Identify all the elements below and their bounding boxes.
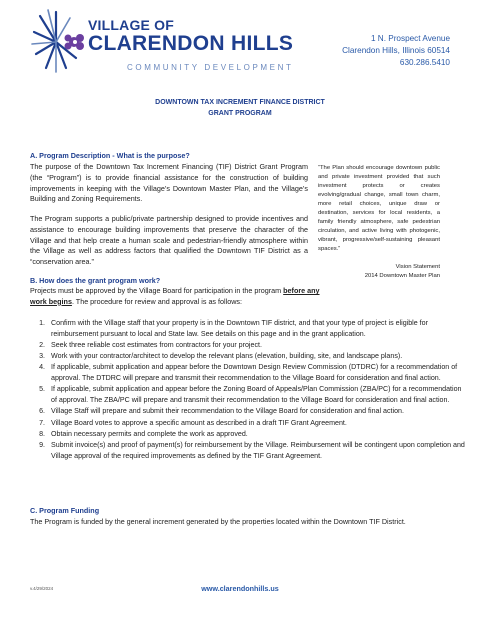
footer-date: v.4/29/2024 xyxy=(30,586,54,591)
logo-clarendon-hills: CLARENDON HILLS xyxy=(88,32,294,55)
procedure-step: 9. Submit invoice(s) and proof of payment(s) for reimbursement by the Village. Reimbursement will be contingent upon completion and Village approval of the required improvements as defined by the TIF Grant Agreement. xyxy=(47,440,467,462)
address-street: 1 N. Prospect Avenue xyxy=(370,34,450,43)
footer-website-link[interactable]: www.clarendonhills.us xyxy=(201,584,279,593)
procedure-step: 1. Confirm with the Village staff that your property is in the Downtown TIF district, and that your type of project is eligible for reimbursement pursuant to local and State law. See details on this page and in the grant application. xyxy=(47,318,467,340)
document-title xyxy=(0,97,480,119)
title-line-1: DOWNTOWN TAX INCREMENT FINANCE DISTRICT xyxy=(155,99,325,106)
procedure-list xyxy=(30,318,467,462)
procedure-step: 7. Village Board votes to approve a specific amount as described in a draft TIF Grant Agreement. xyxy=(47,418,467,429)
section-b-paragraph xyxy=(30,286,335,308)
procedure-step: 5. If applicable, submit application and appear before the Zoning Board of Appeals/Plan Commission (ZBA/PC) for a recommendation of approval. The ZBA/PC will prepare and transmit their recommendation to the Village Board for consideration and final action. xyxy=(47,384,467,406)
section-c-paragraph: The Program is funded by the general increment generated by the properties located within the Downtown TIF District. xyxy=(30,517,406,526)
address-phone: 630.286.5410 xyxy=(399,58,450,67)
attribution-line-2: 2014 Downtown Master Plan xyxy=(364,273,440,279)
procedure-step: 3. Work with your contractor/architect to develop the relevant plans (elevation, building, site, and landscape plans). xyxy=(47,351,467,362)
procedure-step: 4. If applicable, submit application and appear before the Downtown Design Review Commission (DTDRC) for a recommendation of approval. The DTDRC will prepare and transmit their recommendation to the Village Board for consideration and final action. xyxy=(47,362,467,384)
section-c-heading: C. Program Funding xyxy=(30,506,100,515)
logo-community-development: COMMUNITY DEVELOPMENT xyxy=(127,63,294,72)
address-block xyxy=(342,33,450,69)
section-a-heading: A. Program Description - What is the purpose? xyxy=(30,151,190,160)
section-b-emphasis: before any work begins xyxy=(30,286,320,306)
procedure-step: 6. Village Staff will prepare and submit their recommendation to the Village Board for consideration and final action. xyxy=(47,406,467,417)
section-a-paragraph-2: The Program supports a public/private partnership designed to provide incentives and assistance to encourage building improvements that preserve the character of the Village and that help create a human scale and pedestrian-friendly atmosphere within the Village as well as address factors that qualified the Downtown TIF District as a “conservation area.” xyxy=(30,214,308,267)
section-b-text-start: Projects must be approved by the Village Board for participation in the program xyxy=(30,286,284,295)
vision-quote-attribution xyxy=(318,263,440,281)
logo-star-icon xyxy=(30,6,90,76)
procedure-step: 8. Obtain necessary permits and complete the work as approved. xyxy=(47,429,467,440)
title-line-2: GRANT PROGRAM xyxy=(208,110,272,117)
logo-village-of: VILLAGE OF xyxy=(88,17,174,33)
section-b-text-end: . The procedure for review and approval is as follows: xyxy=(71,296,242,306)
village-logo xyxy=(30,6,294,76)
vision-quote: “The Plan should encourage downtown public and private investment provided that such investment protects or creates evolving/gradual change, small town charm, more retail choices, unique draw or destination, services for local residents, a family friendly atmosphere, safe pedestrian circulation, and active living with photogenic, vibrant, progressive/self-sustaining pleasant spaces.” xyxy=(318,165,440,252)
address-city: Clarendon Hills, Illinois 60514 xyxy=(342,46,450,55)
section-a-paragraph-1: The purpose of the Downtown Tax Increment Financing (TIF) District Grant Program (the “Program”) is to provide financial assistance for the construction of building improvements in keeping with the Village’s Downtown Master Plan, and the Village’s Building and Zoning Requirements. xyxy=(30,162,308,204)
attribution-line-1: Vision Statement xyxy=(395,264,440,270)
section-b-heading: B. How does the grant program work? xyxy=(30,276,161,285)
procedure-step: 2. Seek three reliable cost estimates from contractors for your project. xyxy=(47,340,467,351)
